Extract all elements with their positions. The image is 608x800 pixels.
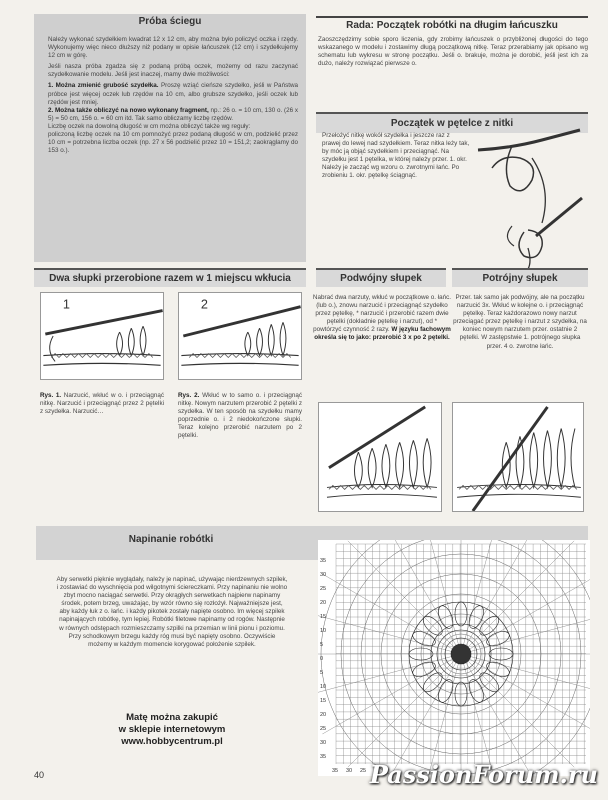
double-crochet-title: Podwójny słupek xyxy=(316,268,446,287)
shop-url[interactable]: www.hobbycentrum.pl xyxy=(121,736,223,747)
shop-line-2: w sklepie internetowym xyxy=(118,724,226,735)
double-crochet-text xyxy=(312,294,452,343)
gauge-option-1-text: Proszę wziąć cieńsze szydełko, jeśli w Państwa próbce jest więcej oczek lub rzędów na 10 cm, albo grubsze szydełko, jeśli oczek lub rzędów jest mniej. xyxy=(48,82,299,106)
gauge-paragraph-5: Liczbę oczek na dowolną długość w cm można obliczyć także wg reguły: xyxy=(48,122,251,130)
shop-info xyxy=(56,712,288,748)
gauge-text xyxy=(48,36,298,158)
mat-axis-label: 25 xyxy=(320,726,327,732)
loop-text: Przełożyć nitkę wokół szydełka i jeszcze raz z prawej do lewej nad szydełkiem. Teraz nitka leży tak, by móc ją objąć szydełkiem i przeciągnąć. Na szydełku jest 1 pętelka, w której należy przer. 1. okr. Należy je zacząć wg wzoru o. zwrotnymi łańc. Po zrobieniu 1. okr. pętelkę ściągnąć. xyxy=(322,132,470,180)
gauge-option-2-text: np.: 26 o. = 10 cm, 130 o. (26 x 5) = 50 cm, 156 o. = 60 cm itd. Tak samo obliczamy liczbę rzędów. xyxy=(48,106,298,122)
mat-axis-label: 15 xyxy=(320,698,327,704)
gauge-paragraph-2: Jeśli nasza próba zgadza się z podaną próbą oczek, możemy od razu zaczynać szydełkowanie modelu. Jeśli jest inaczej, mamy dwie możliwości: xyxy=(48,63,298,79)
treble-crochet-title: Potrójny słupek xyxy=(452,268,588,287)
chain-tip-title: Rada: Początek robótki na długim łańcuszku xyxy=(346,20,558,31)
double-crochet-figure xyxy=(318,402,442,512)
doily-center xyxy=(451,644,471,664)
chain-tip-rule xyxy=(316,16,588,18)
two-stitches-title: Dwa słupki przerobione razem w 1 miejscu wkłucia xyxy=(34,268,306,287)
treble-crochet-figure xyxy=(452,402,584,512)
mat-axis-label: 35 xyxy=(320,754,327,760)
shop-line-1: Matę można zakupić xyxy=(126,712,218,723)
mat-axis-label: 5 xyxy=(320,642,324,648)
figure-1-caption xyxy=(40,392,164,416)
mat-axis-label: 35 xyxy=(320,558,327,564)
page-number: 40 xyxy=(34,770,45,780)
blocking-title: Napinanie robótki xyxy=(128,534,214,545)
mat-axis-label: 35 xyxy=(332,768,339,774)
blocking-mat xyxy=(318,540,590,776)
figure-1-caption-label: Rys. 1. xyxy=(40,392,62,399)
treble-crochet-drawing xyxy=(453,403,583,511)
mat-axis-label: 25 xyxy=(320,586,327,592)
mat-axis-label: 30 xyxy=(320,572,327,578)
blocking-mat-drawing xyxy=(318,540,590,776)
mat-axis-label: 0 xyxy=(320,656,324,662)
loop-illustration xyxy=(472,128,590,270)
gauge-title: Próba ściegu xyxy=(138,16,202,27)
treble-crochet-text: Przer. tak samo jak podwójny, ale na początku narzucić 3x. Wkłuć w kolejne o. i przeciągnąć pętelkę. Teraz każdorazowo nowy narzut przeciągać przez pętelkę i narzut z szydełka, na koniec nowym narzutem przer. ostatnie 2 pętelki. W zastępstwie 1. potrójnego słupka przer. 4 o. zwrotne łańc. xyxy=(453,294,587,350)
double-crochet-drawing xyxy=(319,403,441,511)
gauge-paragraph-3 xyxy=(48,82,298,106)
loop-title: Początek w pętelce z nitki xyxy=(316,112,588,133)
figure-2-number: 2 xyxy=(200,297,208,312)
hook-loop-drawing xyxy=(472,128,590,270)
watermark: PassionForum.ru xyxy=(369,760,598,789)
mat-axis-label: 20 xyxy=(320,600,327,606)
figure-2 xyxy=(178,292,302,380)
figure-1-caption-text: Narzucić, wkłuć w o. i przeciągnąć nitkę. Narzucić i przeciągnąć przez 2 pętelki z szydełka. Narzucić… xyxy=(40,392,164,416)
figure-2-caption xyxy=(178,392,302,441)
mat-axis-label: 15 xyxy=(320,614,327,620)
mat-axis-label: 30 xyxy=(320,740,327,746)
gauge-option-1: 1. Można zmienić grubość szydełka. xyxy=(48,82,159,90)
gauge-paragraph-6: policzoną liczbę oczek na 10 cm pomnożyć przez podaną długość w cm, podzielić przez 10 cm = potrzebna liczba oczek (np. 27 x 56 podzielić przez 10 = 151,2; zaokrąglamy do 153 o.). xyxy=(48,131,298,155)
mat-axis-label: 10 xyxy=(320,684,327,690)
figure-2-drawing xyxy=(179,293,301,379)
double-crochet-description: Nabrać dwa narzuty, wkłuć w początkowe o. łańc. (lub o.), znowu narzucić i przeciągnąć szydełko przez pętelkę, * narzucić i przerobić razem dwie pętelki (dokładnie pętelkę i narzut), od * powtórzyć czynność 2 razy. xyxy=(312,294,452,334)
gauge-paragraph-4 xyxy=(48,107,298,123)
gauge-option-2: 2. Można także obliczyć na nowo wykonany fragment, xyxy=(48,106,209,114)
figure-1-drawing xyxy=(41,293,163,379)
figure-2-caption-text: Wkłuć w to samo o. i przeciągnąć nitkę. Nowym narzutem przerobić 2 pętelki z szydełka. W ten sposób na szydełku mamy poprzednie o. i 2 niedokończone słupki. Teraz kolejno przerobić narzutem po 2 pętelki. xyxy=(178,392,302,440)
chain-tip-text: Zaoszczędzimy sobie sporo liczenia, gdy zrobimy łańcuszek o przybliżonej długości do tego wskazanego w modelu i zostawimy długą początkową nitkę. Teraz przerabiamy jak opisano wg schematu lub wykresu w stronę początku. Jeśli o. brakuje, można je dorobić, jeśli jest ich za dużo, należy rozwiązać pierwsze o. xyxy=(318,36,588,68)
figure-2-caption-label: Rys. 2. xyxy=(178,392,200,399)
figure-1 xyxy=(40,292,164,380)
mat-axis-label: 20 xyxy=(320,712,327,718)
mat-axis-label: 10 xyxy=(320,628,327,634)
mat-axis-label: 25 xyxy=(360,768,367,774)
double-crochet-terminology: W języku fachowym określa się to jako: przerobić 3 x po 2 pętelki. xyxy=(314,326,451,342)
mat-axis-label: 30 xyxy=(346,768,353,774)
gauge-paragraph-1: Należy wykonać szydełkiem kwadrat 12 x 12 cm, aby można było policzyć oczka i rzędy. Wykonujemy więc nieco dłuższy niż podany w opisie łańcuszek (12 cm) i szydełkujemy 12 cm w górę. xyxy=(48,36,298,60)
mat-axis-label: 5 xyxy=(320,670,324,676)
figure-1-number: 1 xyxy=(62,297,70,312)
blocking-text: Aby serwetki pięknie wyglądały, należy je napinać, używając nierdzewnych szpilek, i zostawiać do wyschnięcia pod wilgotnymi ściereczkami. Przy napinaniu nie wolno zbyt mocno naciągać serwetki. Przy okrągłych serwetkach najpierw napinamy środek, potem brzeg, uważając, by wzór równo się rozłożył. Najważniejsze jest, aby każdy łuk z o. łańc. i każdy pikotek zostały napięte osobno. Im więcej szpilek napinających robótkę, tym lepiej. Robótki filetowe napinamy od rogów. Następnie w równych odstępach rozmieszczamy szpilki na przemian w linii pionu i poziomu. Przy schodkowym brzegu każdy róg musi być napięty osobno. Oczywiście możemy w każdym momencie korygować położenie szpilek. xyxy=(56,576,288,648)
